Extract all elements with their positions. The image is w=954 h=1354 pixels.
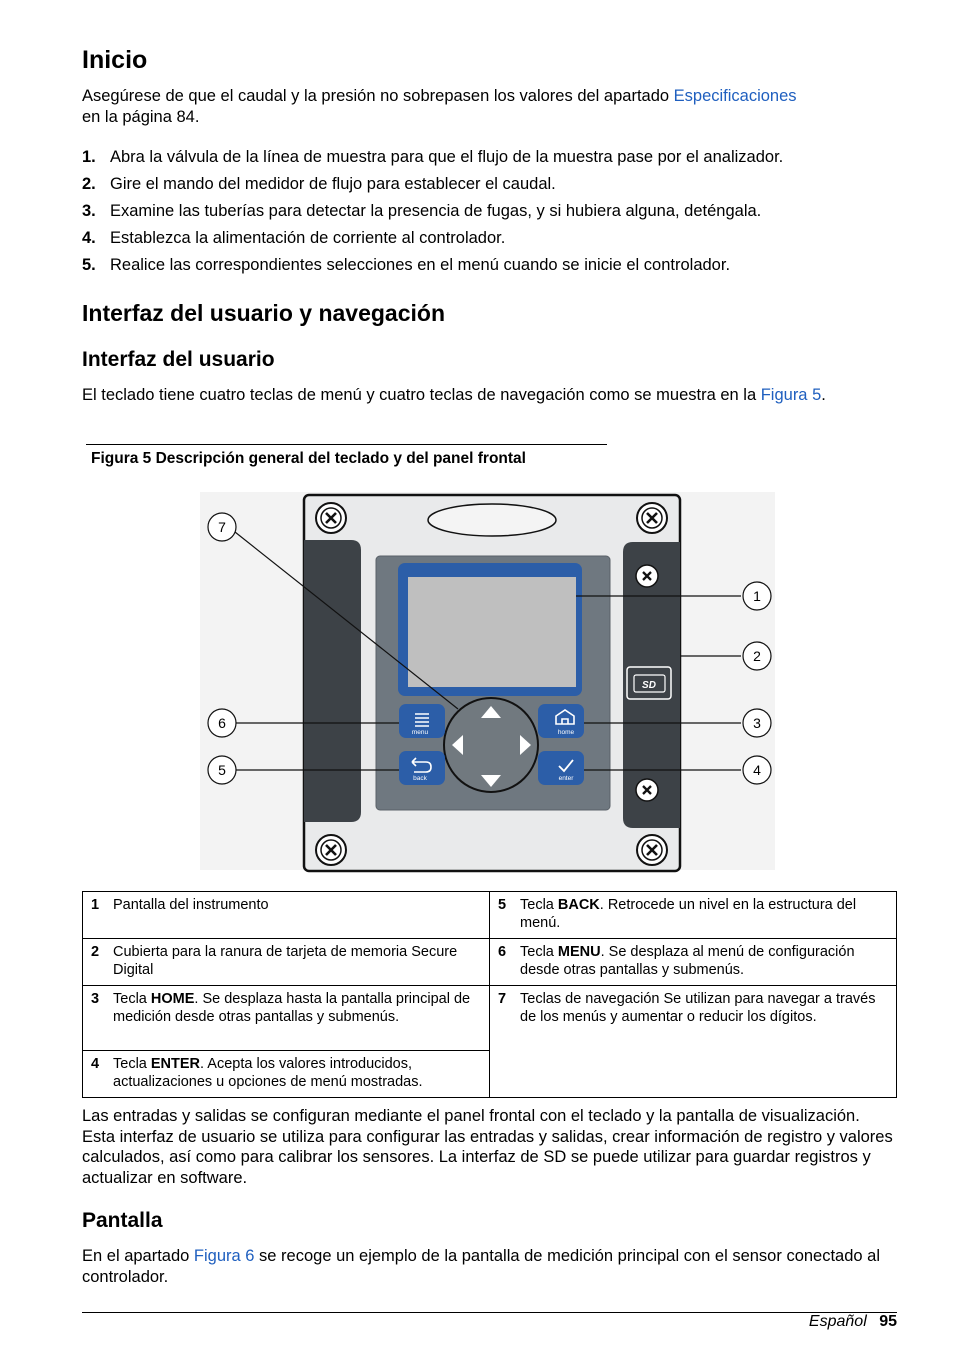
enter-key[interactable] [538,751,584,785]
back-key[interactable] [399,751,445,785]
callout-6 [208,709,236,737]
inicio-intro [82,86,897,127]
menu-key-label: menu [411,729,429,736]
screw-top-right-icon [637,503,667,533]
svg-text:2: 2 [753,648,761,664]
svg-text:7: 7 [218,519,226,535]
step-4: 4. Establezca la alimentación de corriente al controlador. [82,229,506,247]
svg-text:4: 4 [753,762,761,778]
legend-cell: 2 Cubierta para la ranura de tarjeta de memoria Secure Digital [83,939,490,986]
housing-label-oval [428,504,556,536]
enter-key-label: enter [558,775,574,782]
svg-text:3: 3 [753,715,761,731]
page-number: 95 [879,1313,897,1330]
inicio-intro-text-2: en la página 84. [82,107,200,126]
pantalla-intro: En el apartado Figura 6 se recoge un ejemplo de la pantalla de medición principal con el sensor conectado al controlador. [82,1247,881,1286]
table-row [83,892,897,939]
legend-cell: 1 Pantalla del instrumento [83,892,490,939]
screw-top-left-icon [316,503,346,533]
callout-2 [743,642,771,670]
footer-rule [82,1312,897,1313]
svg-text:1: 1 [753,588,761,604]
figure-caption: Figura 5 Descripción general del teclado y del panel frontal [91,450,526,467]
home-key-label: home [557,729,575,736]
side-screw-bottom-icon [636,779,658,801]
legend-cell: 4 Tecla ENTER. Acepta los valores introducidos, actualizaciones u opciones de menú mostradas. [83,1051,490,1098]
home-key[interactable] [538,704,584,738]
callout-5 [208,756,236,784]
side-screw-top-icon [636,565,658,587]
instrument-display[interactable] [408,577,576,687]
link-figura-6[interactable]: Figura 6 [193,1247,255,1265]
screw-bottom-left-icon [316,835,346,865]
legend-cell: 3 Tecla HOME. Se desplaza hasta la pantalla principal de medición desde otras pantallas y submenús. [83,986,490,1051]
figure-legend-table [82,891,897,1098]
callout-7 [208,513,236,541]
table-row [83,986,897,1051]
subsection-heading-pantalla: Pantalla [82,1209,163,1232]
legend-cell: 6 Tecla MENU. Se desplaza al menú de configuración desde otras pantallas y submenús. [490,939,897,986]
callout-4 [743,756,771,784]
inicio-intro-text: Asegúrese de que el caudal y la presión no sobrepasen los valores del apartado [82,87,674,105]
screw-bottom-right-icon [637,835,667,865]
subsection-heading-interfaz-usuario: Interfaz del usuario [82,348,275,371]
link-figura-5[interactable]: Figura 5 [760,386,822,404]
step-1: 1. Abra la válvula de la línea de muestra para que el flujo de la muestra pase por el analizador. [82,148,784,166]
svg-text:5: 5 [218,762,226,778]
page-footer [809,1313,897,1331]
section-heading-interfaz: Interfaz del usuario y navegación [82,300,445,326]
front-panel-figure [200,492,780,878]
legend-cell: 5 Tecla BACK. Retrocede un nivel en la estructura del menú. [490,892,897,939]
step-5: 5. Realice las correspondientes selecciones en el menú cuando se inicie el controlador. [82,256,731,274]
callout-1 [743,582,771,610]
link-especificaciones[interactable]: Especificaciones [673,87,797,105]
svg-text:6: 6 [218,715,226,731]
footer-language: Español [808,1313,867,1330]
interfaz-intro: El teclado tiene cuatro teclas de menú y cuatro teclas de navegación como se muestra en la Figura 5. [82,386,826,404]
figure-caption-rule [86,444,607,445]
section-heading-inicio: Inicio [82,46,148,74]
callout-3 [743,709,771,737]
legend-cell: 7 Teclas de navegación Se utilizan para navegar a través de los menús y aumentar o reducir los dígitos. [490,986,897,1098]
body-paragraph: Las entradas y salidas se configuran mediante el panel frontal con el teclado y la pantalla de visualización. Esta interfaz de usuario se utiliza para configurar las entradas y salidas, crear información de registro y valores calculados, así como para calibrar los sensores. La interfaz de SD se puede utilizar para guardar registros y actualizar en software. [82,1107,893,1187]
back-key-label: back [413,775,427,782]
sd-label: SD [642,680,656,691]
table-row [83,939,897,986]
step-3: 3. Examine las tuberías para detectar la presencia de fugas, y si hubiera alguna, deténgala. [82,202,762,220]
left-side-panel [304,540,361,822]
step-2: 2. Gire el mando del medidor de flujo para establecer el caudal. [82,175,556,193]
menu-key[interactable] [399,704,445,738]
